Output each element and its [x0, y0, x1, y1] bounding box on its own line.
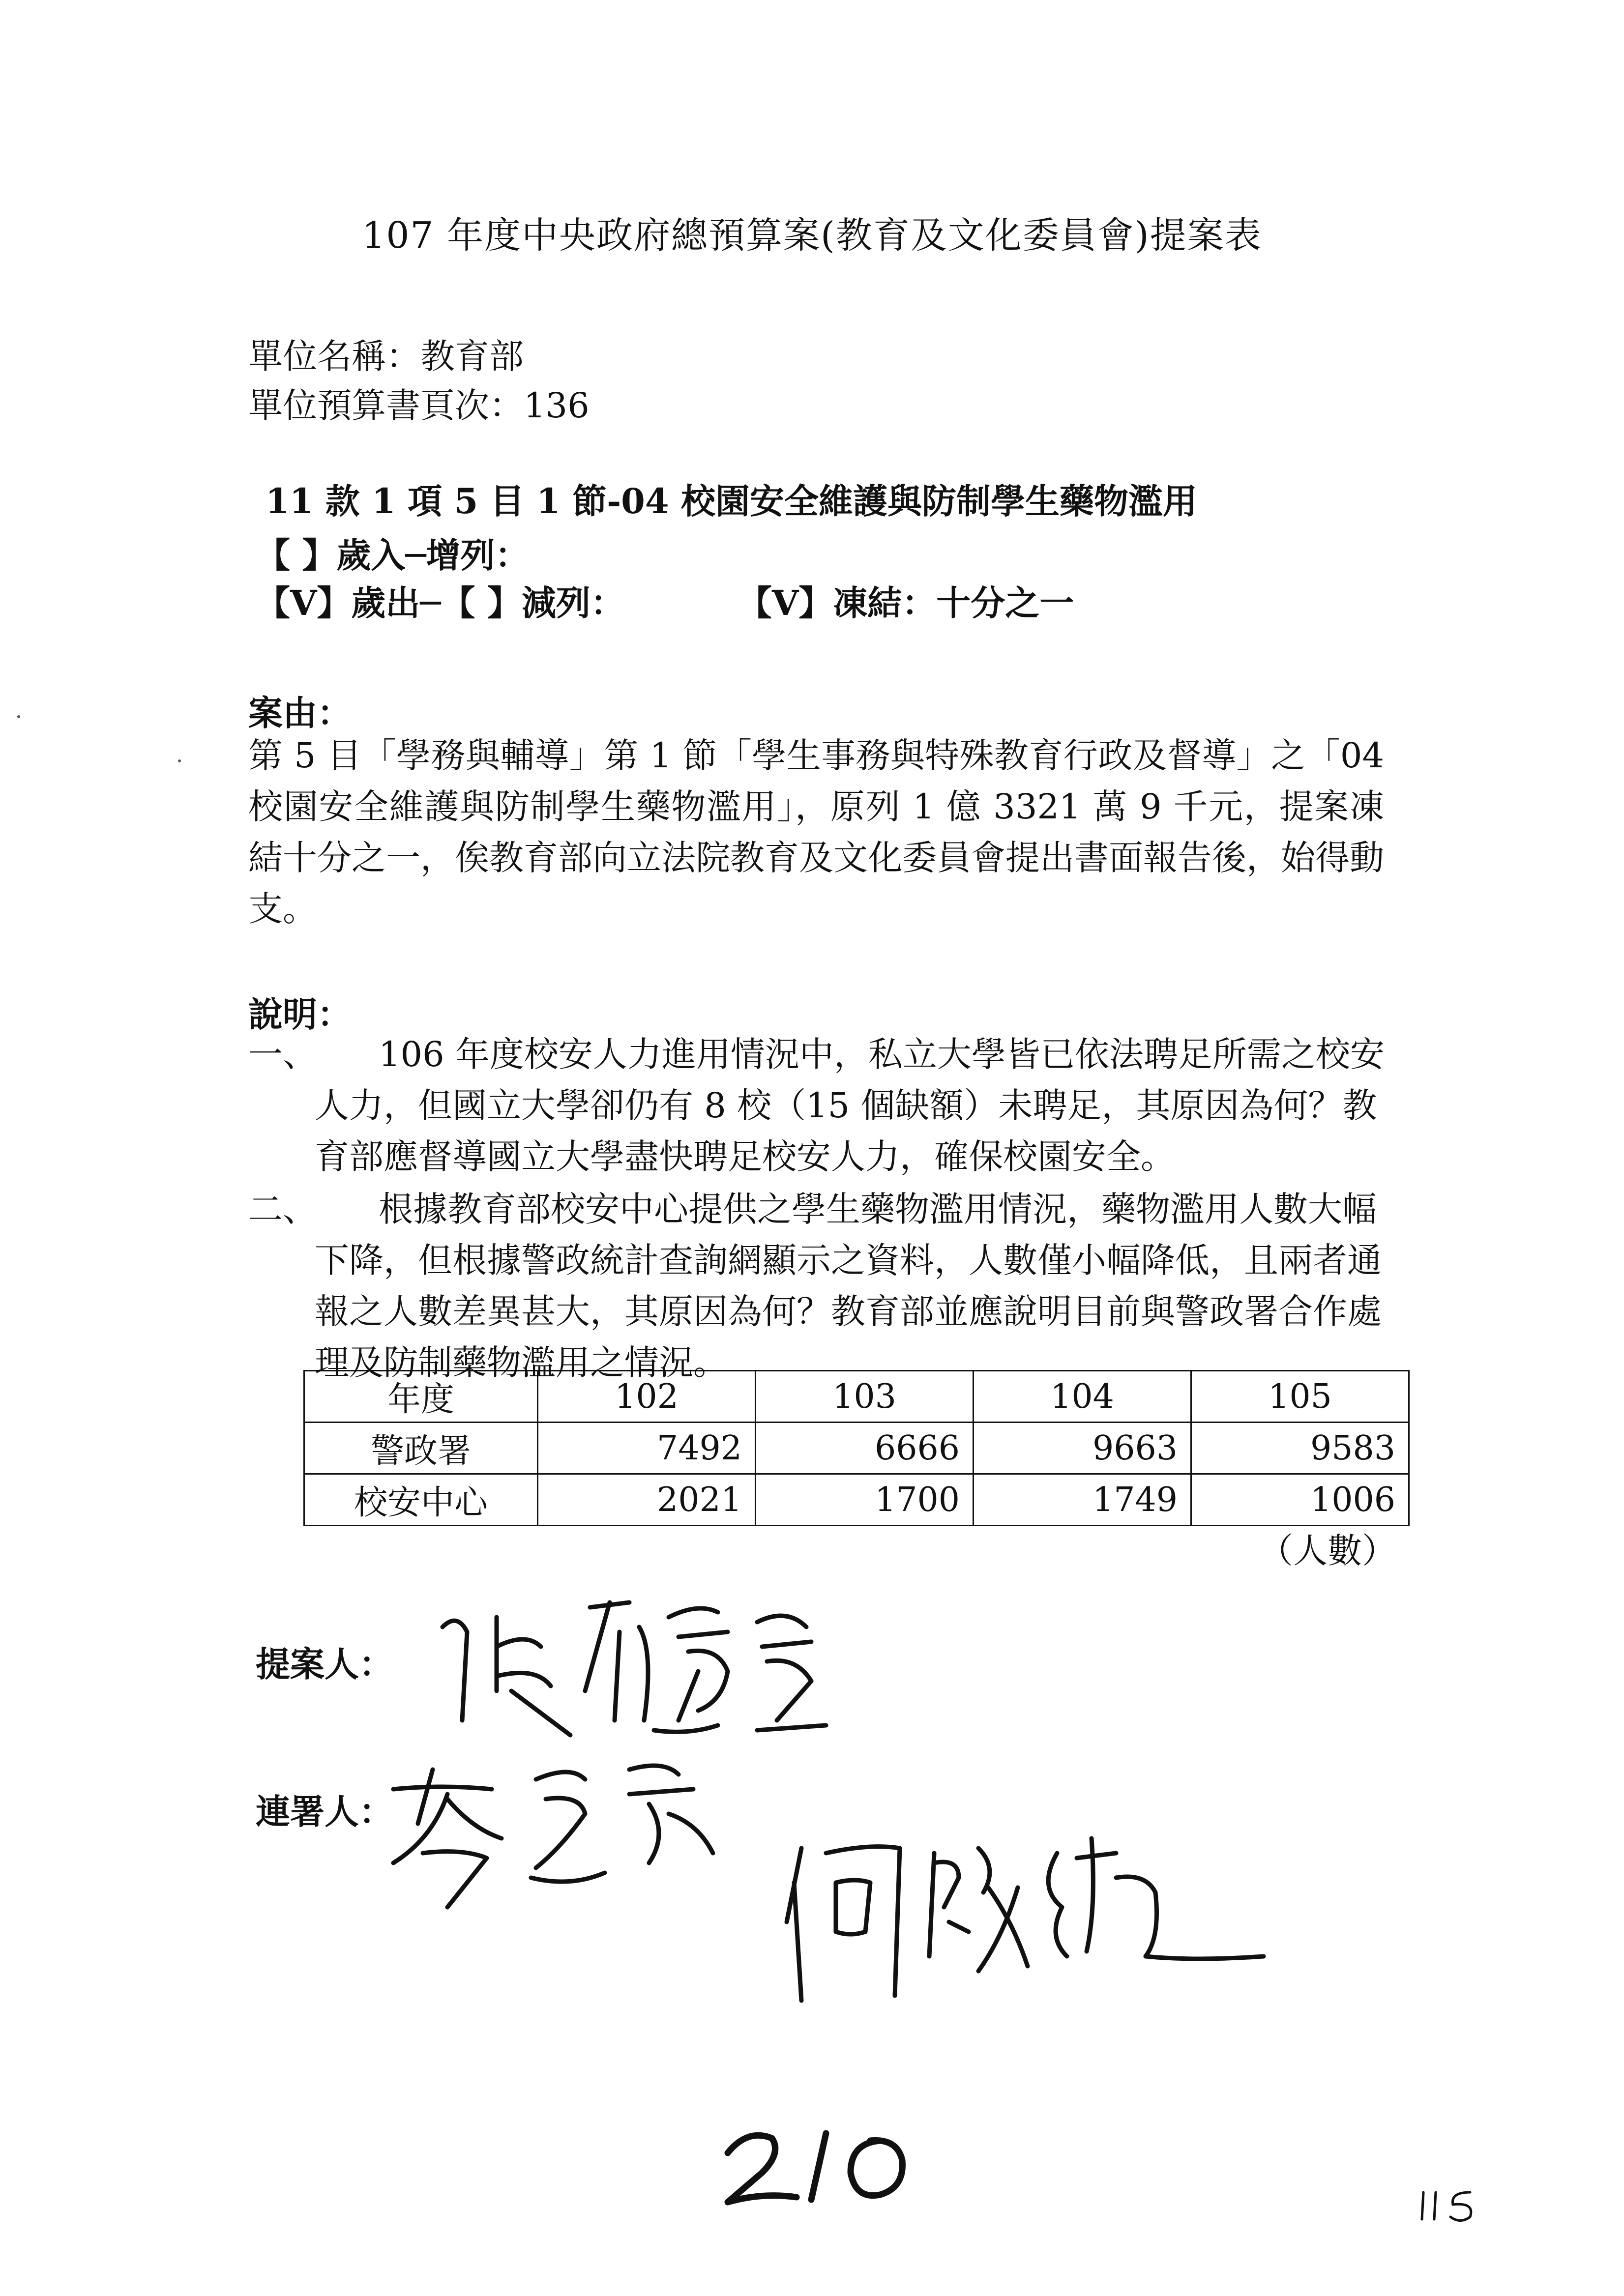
document-title: 107 年度中央政府總預算案(教育及文化委員會)提案表 — [362, 214, 1262, 257]
table-header-cell: 105 — [1191, 1371, 1409, 1423]
table-cell: 9663 — [974, 1423, 1191, 1474]
table-cell: 1006 — [1191, 1474, 1409, 1526]
table-row-label: 校安中心 — [304, 1474, 538, 1526]
scan-speck — [17, 715, 20, 718]
table-cell: 1700 — [756, 1474, 974, 1526]
table-cell: 6666 — [756, 1423, 974, 1474]
table-unit-note: （人數） — [1259, 1531, 1396, 1571]
table-header-cell: 104 — [974, 1371, 1191, 1423]
corner-mark — [1416, 2182, 1490, 2227]
point-2-marker: 二、 — [248, 1189, 317, 1229]
table-row — [304, 1474, 1409, 1526]
table-row-label: 警政署 — [304, 1423, 538, 1474]
option-freeze: 【V】凍結：十分之一 — [738, 582, 1074, 623]
statistics-table — [303, 1370, 1410, 1526]
point-1-marker: 一、 — [248, 1034, 317, 1075]
handwritten-page-number — [708, 2114, 934, 2212]
budget-page: 單位預算書頁次：136 — [248, 385, 590, 426]
unit-name: 單位名稱：教育部 — [248, 336, 524, 377]
reason-text: 第 5 目「學務與輔導」第 1 節「學生事務與特殊教育行政及督導」之「04 校園安全維護與防制學生藥物濫用」，原列 1 億 3321 萬 9 千元，提案凍結十分之一，俟教育部向立法院教育及文化委員會提出書面報告後，始得動支。 — [248, 735, 1384, 929]
scan-speck — [178, 759, 181, 762]
cosigner-label: 連署人： — [256, 1791, 393, 1832]
cosigner-signature-1 — [374, 1740, 747, 1927]
table-cell: 7492 — [538, 1423, 756, 1474]
option-expenditure-reduce: 【V】歲出─【 】減列： — [256, 582, 625, 623]
table-header-cell: 102 — [538, 1371, 756, 1423]
proposer-label: 提案人： — [256, 1644, 393, 1685]
table-row — [304, 1423, 1409, 1474]
table-header-cell: 103 — [756, 1371, 974, 1423]
table-cell: 2021 — [538, 1474, 756, 1526]
cosigner-signature-2 — [772, 1809, 1293, 2020]
explain-heading: 說明： — [248, 994, 352, 1035]
table-cell: 9583 — [1191, 1423, 1409, 1474]
table-header-row — [304, 1371, 1409, 1423]
table-header-cell: 年度 — [304, 1371, 538, 1423]
option-revenue-increase: 【 】歲入─增列： — [256, 535, 530, 576]
item-heading: 11 款 1 項 5 目 1 節-04 校園安全維護與防制學生藥物濫用 — [266, 481, 1197, 522]
table-cell: 1749 — [974, 1474, 1191, 1526]
point-2-text: 根據教育部校安中心提供之學生藥物濫用情況，藥物濫用人數大幅下降，但根據警政統計查詢網顯示之資料，人數僅小幅降低，且兩者通報之人數差異甚大，其原因為何？教育部並應說明目前與警政署合作處理及防制藥物濫用之情況。 — [315, 1189, 1382, 1383]
point-1-text: 106 年度校安人力進用情況中，私立大學皆已依法聘足所需之校安人力，但國立大學卻仍有 8 校（15 個缺額）未聘足，其原因為何？教育部應督導國立大學盡快聘足校安人力，確保校園安全。 — [315, 1034, 1385, 1177]
reason-heading: 案由： — [248, 693, 352, 733]
